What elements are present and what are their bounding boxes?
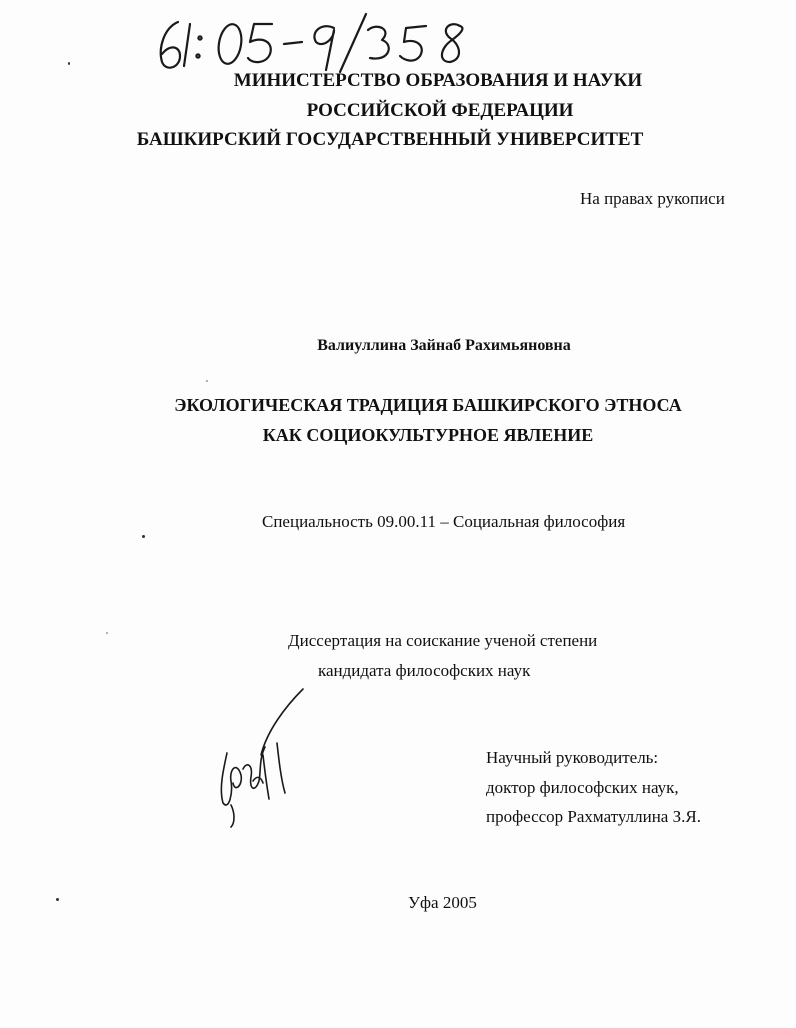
handwritten-archive-code <box>150 8 480 78</box>
scan-speck <box>206 380 208 382</box>
ministry-line-1: МИНИСТЕРСТВО ОБРАЗОВАНИЯ И НАУКИ <box>233 70 643 91</box>
manuscript-note: На правах рукописи <box>580 189 725 208</box>
ministry-line-2: РОССИЙСКОЙ ФЕДЕРАЦИИ <box>306 100 574 121</box>
title-line-1: ЭКОЛОГИЧЕСКАЯ ТРАДИЦИЯ БАШКИРСКОГО ЭТНОСА <box>174 395 682 415</box>
dissertation-line-2: кандидата философских наук <box>318 661 531 680</box>
title-line-2: КАК СОЦИОКУЛЬТУРНОЕ ЯВЛЕНИЕ <box>262 425 594 445</box>
advisor-degree: доктор философских наук, <box>486 778 679 797</box>
scan-speck <box>56 898 59 901</box>
advisor-label: Научный руководитель: <box>486 748 659 767</box>
scan-speck <box>68 62 70 65</box>
dissertation-line-1: Диссертация на соискание ученой степени <box>288 631 598 650</box>
signature <box>205 685 315 830</box>
scan-speck <box>142 535 145 538</box>
author-name: Валиуллина Зайнаб Рахимьяновна <box>317 337 571 354</box>
scan-speck <box>106 632 108 634</box>
specialty: Специальность 09.00.11 – Социальная философия <box>262 512 626 531</box>
city-year: Уфа 2005 <box>408 893 477 912</box>
advisor-name: профессор Рахматуллина З.Я. <box>486 807 701 826</box>
university-name: БАШКИРСКИЙ ГОСУДАРСТВЕННЫЙ УНИВЕРСИТЕТ <box>136 129 644 150</box>
